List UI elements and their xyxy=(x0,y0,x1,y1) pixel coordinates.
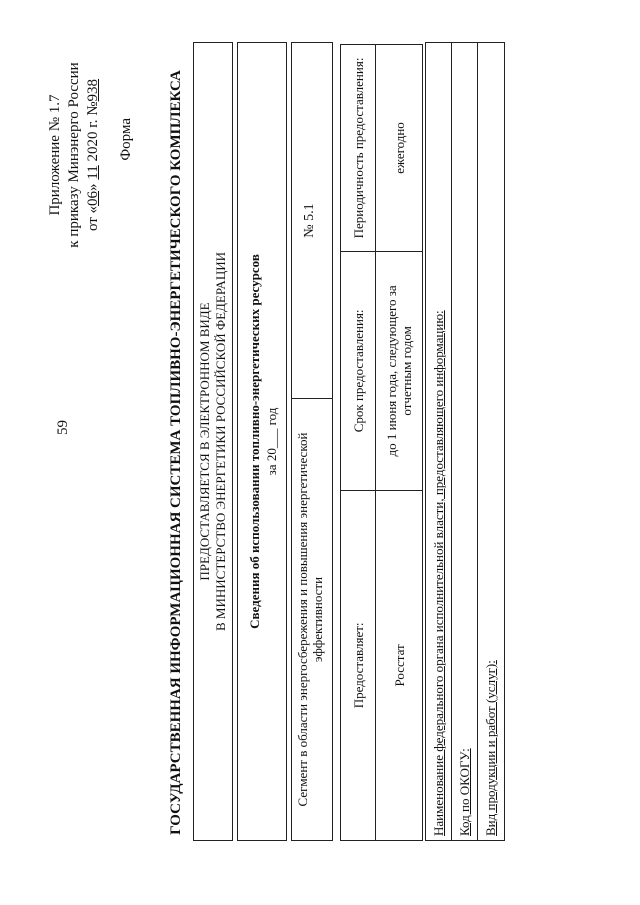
header-periodicity: Периодичность предоставления: xyxy=(341,45,376,252)
products-label: Вид продукции и работ (услуг): xyxy=(483,660,498,836)
products-row xyxy=(478,43,504,840)
value-periodicity: ежегодно xyxy=(376,45,423,252)
appendix-day: 06 xyxy=(85,190,101,206)
segment-number: № 5.1 xyxy=(302,203,317,238)
submission-line-1: ПРЕДОСТАВЛЯЕТСЯ В ЭЛЕКТРОННОМ ВИДЕ xyxy=(197,302,212,581)
form-label: Форма xyxy=(118,118,134,161)
header-deadline: Срок предоставления: xyxy=(341,251,376,490)
value-deadline: до 1 июня года, следующего за отчетным годом xyxy=(376,251,423,490)
submission-line-2: В МИНИСТЕРСТВО ЭНЕРГЕТИКИ РОССИЙСКОЙ ФЕДЕРАЦИИ xyxy=(213,252,228,631)
submission-terms-table xyxy=(340,44,423,841)
appendix-month: 11 xyxy=(85,165,101,180)
appendix-date-prefix: от « xyxy=(85,205,101,232)
agency-label: Наименование федерального органа исполнительной власти, предоставляющего информацию: xyxy=(431,310,446,836)
respondent-box xyxy=(425,42,505,841)
appendix-line-1: Приложение № 1.7 xyxy=(47,94,63,216)
okogu-label: Код по ОКОГУ: xyxy=(457,748,472,836)
okogu-row xyxy=(452,43,478,840)
agency-row xyxy=(426,43,452,840)
appendix-line-3 xyxy=(84,40,103,270)
appendix-line-2: к приказу Минэнерго России xyxy=(66,62,82,248)
appendix-year-text: 2020 г. № xyxy=(85,101,101,166)
report-period: за 20___ год xyxy=(264,407,279,476)
segment-text: Сегмент в области энергосбережения и повышения энергетической эффективности xyxy=(292,398,332,840)
report-box xyxy=(237,42,287,841)
submission-box xyxy=(193,42,233,841)
table-row xyxy=(376,45,423,841)
appendix-number: 938 xyxy=(85,78,101,102)
page-number: 59 xyxy=(55,420,71,435)
document-title: ГОСУДАРСТВЕННАЯ ИНФОРМАЦИОННАЯ СИСТЕМА ТОПЛИВНО-ЭНЕРГЕТИЧЕСКОГО КОМПЛЕКСА xyxy=(168,70,184,835)
table-header-row xyxy=(341,45,376,841)
report-name: Сведения об использовании топливно-энергетических ресурсов xyxy=(247,254,262,629)
value-provider: Росстат xyxy=(376,490,423,840)
appendix-date-mid: » xyxy=(85,179,101,191)
segment-box xyxy=(291,42,333,841)
appendix-block xyxy=(46,40,103,270)
header-provider: Предоставляет: xyxy=(341,490,376,840)
